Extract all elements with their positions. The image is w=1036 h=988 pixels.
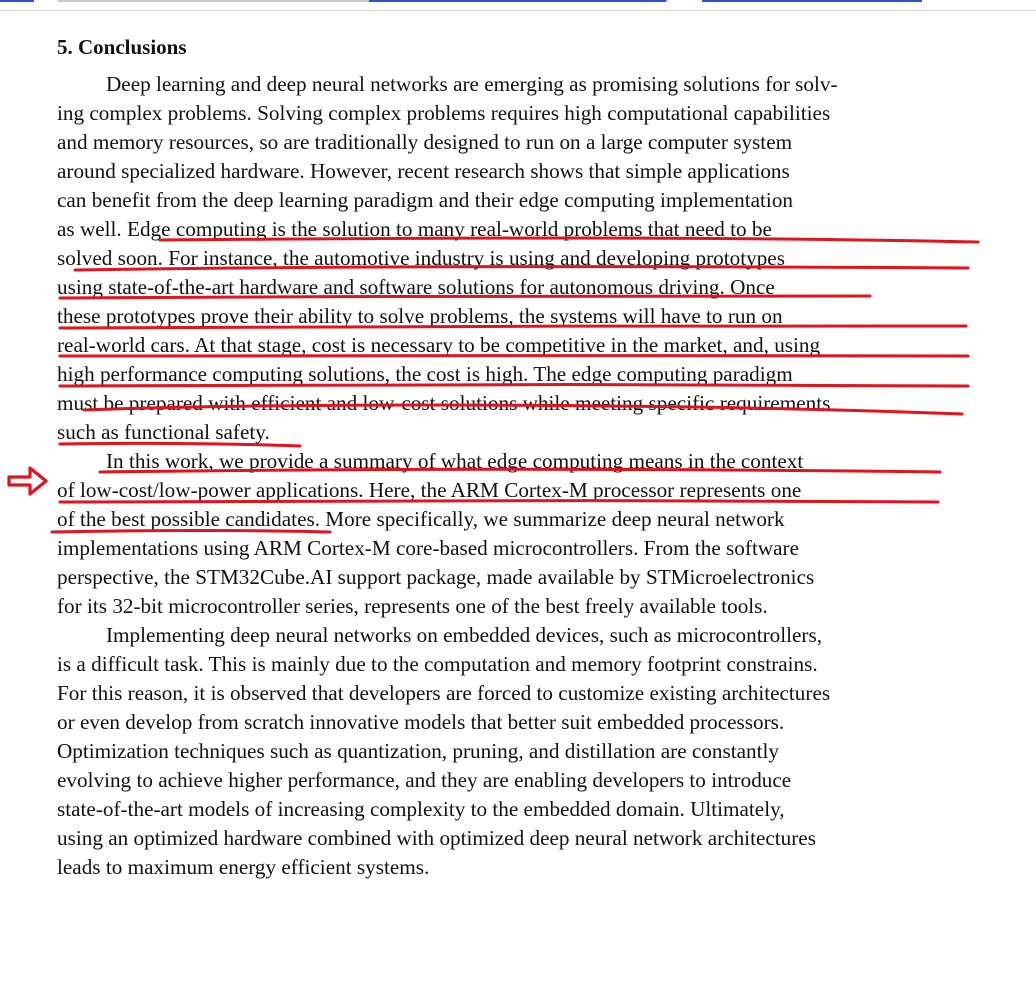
paragraph-1-line-8: using state-of-the-art hardware and software solutions for autonomous driving. Once bbox=[57, 275, 775, 299]
paragraph-1-line-3: and memory resources, so are traditionally designed to run on a large computer system bbox=[57, 130, 793, 154]
pointer-arrow-icon bbox=[9, 468, 46, 494]
paragraph-1-line-10: real-world cars. At that stage, cost is necessary to be competitive in the market, and, using bbox=[57, 333, 821, 357]
paragraph-2-line-2: of low-cost/low-power applications. Here, the ARM Cortex-M processor represents one bbox=[57, 478, 802, 502]
cut-off-link-underline bbox=[0, 0, 34, 2]
paragraph-3-line-4: or even develop from scratch innovative models that better suit embedded processors. bbox=[57, 710, 785, 734]
paragraph-1-line-9: these prototypes prove their ability to solve problems, the systems will have to run on bbox=[57, 304, 783, 328]
paragraph-1-line-1: Deep learning and deep neural networks are emerging as promising solutions for solv- bbox=[106, 72, 838, 96]
paragraph-2-line-3: of the best possible candidates. More specifically, we summarize deep neural network bbox=[57, 507, 785, 531]
paragraph-2-line-1: In this work, we provide a summary of what edge computing means in the context bbox=[106, 449, 804, 473]
paragraph-1-line-2: ing complex problems. Solving complex problems requires high computational capabilities bbox=[57, 101, 831, 125]
paragraph-3-line-3: For this reason, it is observed that developers are forced to customize existing architectures bbox=[57, 681, 831, 705]
paragraph-1-line-12: must be prepared with efficient and low-cost solutions while meeting specific requirements bbox=[57, 391, 831, 415]
paragraph-2-line-5: perspective, the STM32Cube.AI support package, made available by STMicroelectronics bbox=[57, 565, 815, 589]
page-top-border bbox=[0, 10, 1036, 11]
paragraph-1-line-6: as well. Edge computing is the solution to many real-world problems that need to be bbox=[57, 217, 772, 241]
paragraph-1-line-13: such as functional safety. bbox=[57, 420, 270, 444]
section-heading: 5. Conclusions bbox=[57, 35, 187, 59]
paragraph-1-line-7: solved soon. For instance, the automotive industry is using and developing prototypes bbox=[57, 246, 785, 270]
paragraph-3-line-9: leads to maximum energy efficient systems. bbox=[57, 855, 430, 879]
paragraph-2-line-4: implementations using ARM Cortex-M core-based microcontrollers. From the software bbox=[57, 536, 799, 560]
paragraph-3-line-2: is a difficult task. This is mainly due to the computation and memory footprint constrains. bbox=[57, 652, 818, 676]
paragraph-1-line-5: can benefit from the deep learning paradigm and their edge computing implementation bbox=[57, 188, 794, 212]
paragraph-3-line-6: evolving to achieve higher performance, and they are enabling developers to introduce bbox=[57, 768, 792, 792]
cut-off-link-underline bbox=[702, 0, 922, 2]
cut-off-link-underline bbox=[369, 0, 666, 2]
paragraph-3-line-5: Optimization techniques such as quantization, pruning, and distillation are constantly bbox=[57, 739, 779, 763]
paragraph-3-line-1: Implementing deep neural networks on embedded devices, such as microcontrollers, bbox=[106, 623, 823, 647]
paragraph-2-line-6: for its 32-bit microcontroller series, represents one of the best freely available tools. bbox=[57, 594, 768, 618]
paragraph-3-line-8: using an optimized hardware combined with optimized deep neural network architectures bbox=[57, 826, 816, 850]
paragraph-1-line-11: high performance computing solutions, the cost is high. The edge computing paradigm bbox=[57, 362, 793, 386]
paragraph-1-line-4: around specialized hardware. However, recent research shows that simple applications bbox=[57, 159, 790, 183]
paragraph-3-line-7: state-of-the-art models of increasing complexity to the embedded domain. Ultimately, bbox=[57, 797, 785, 821]
